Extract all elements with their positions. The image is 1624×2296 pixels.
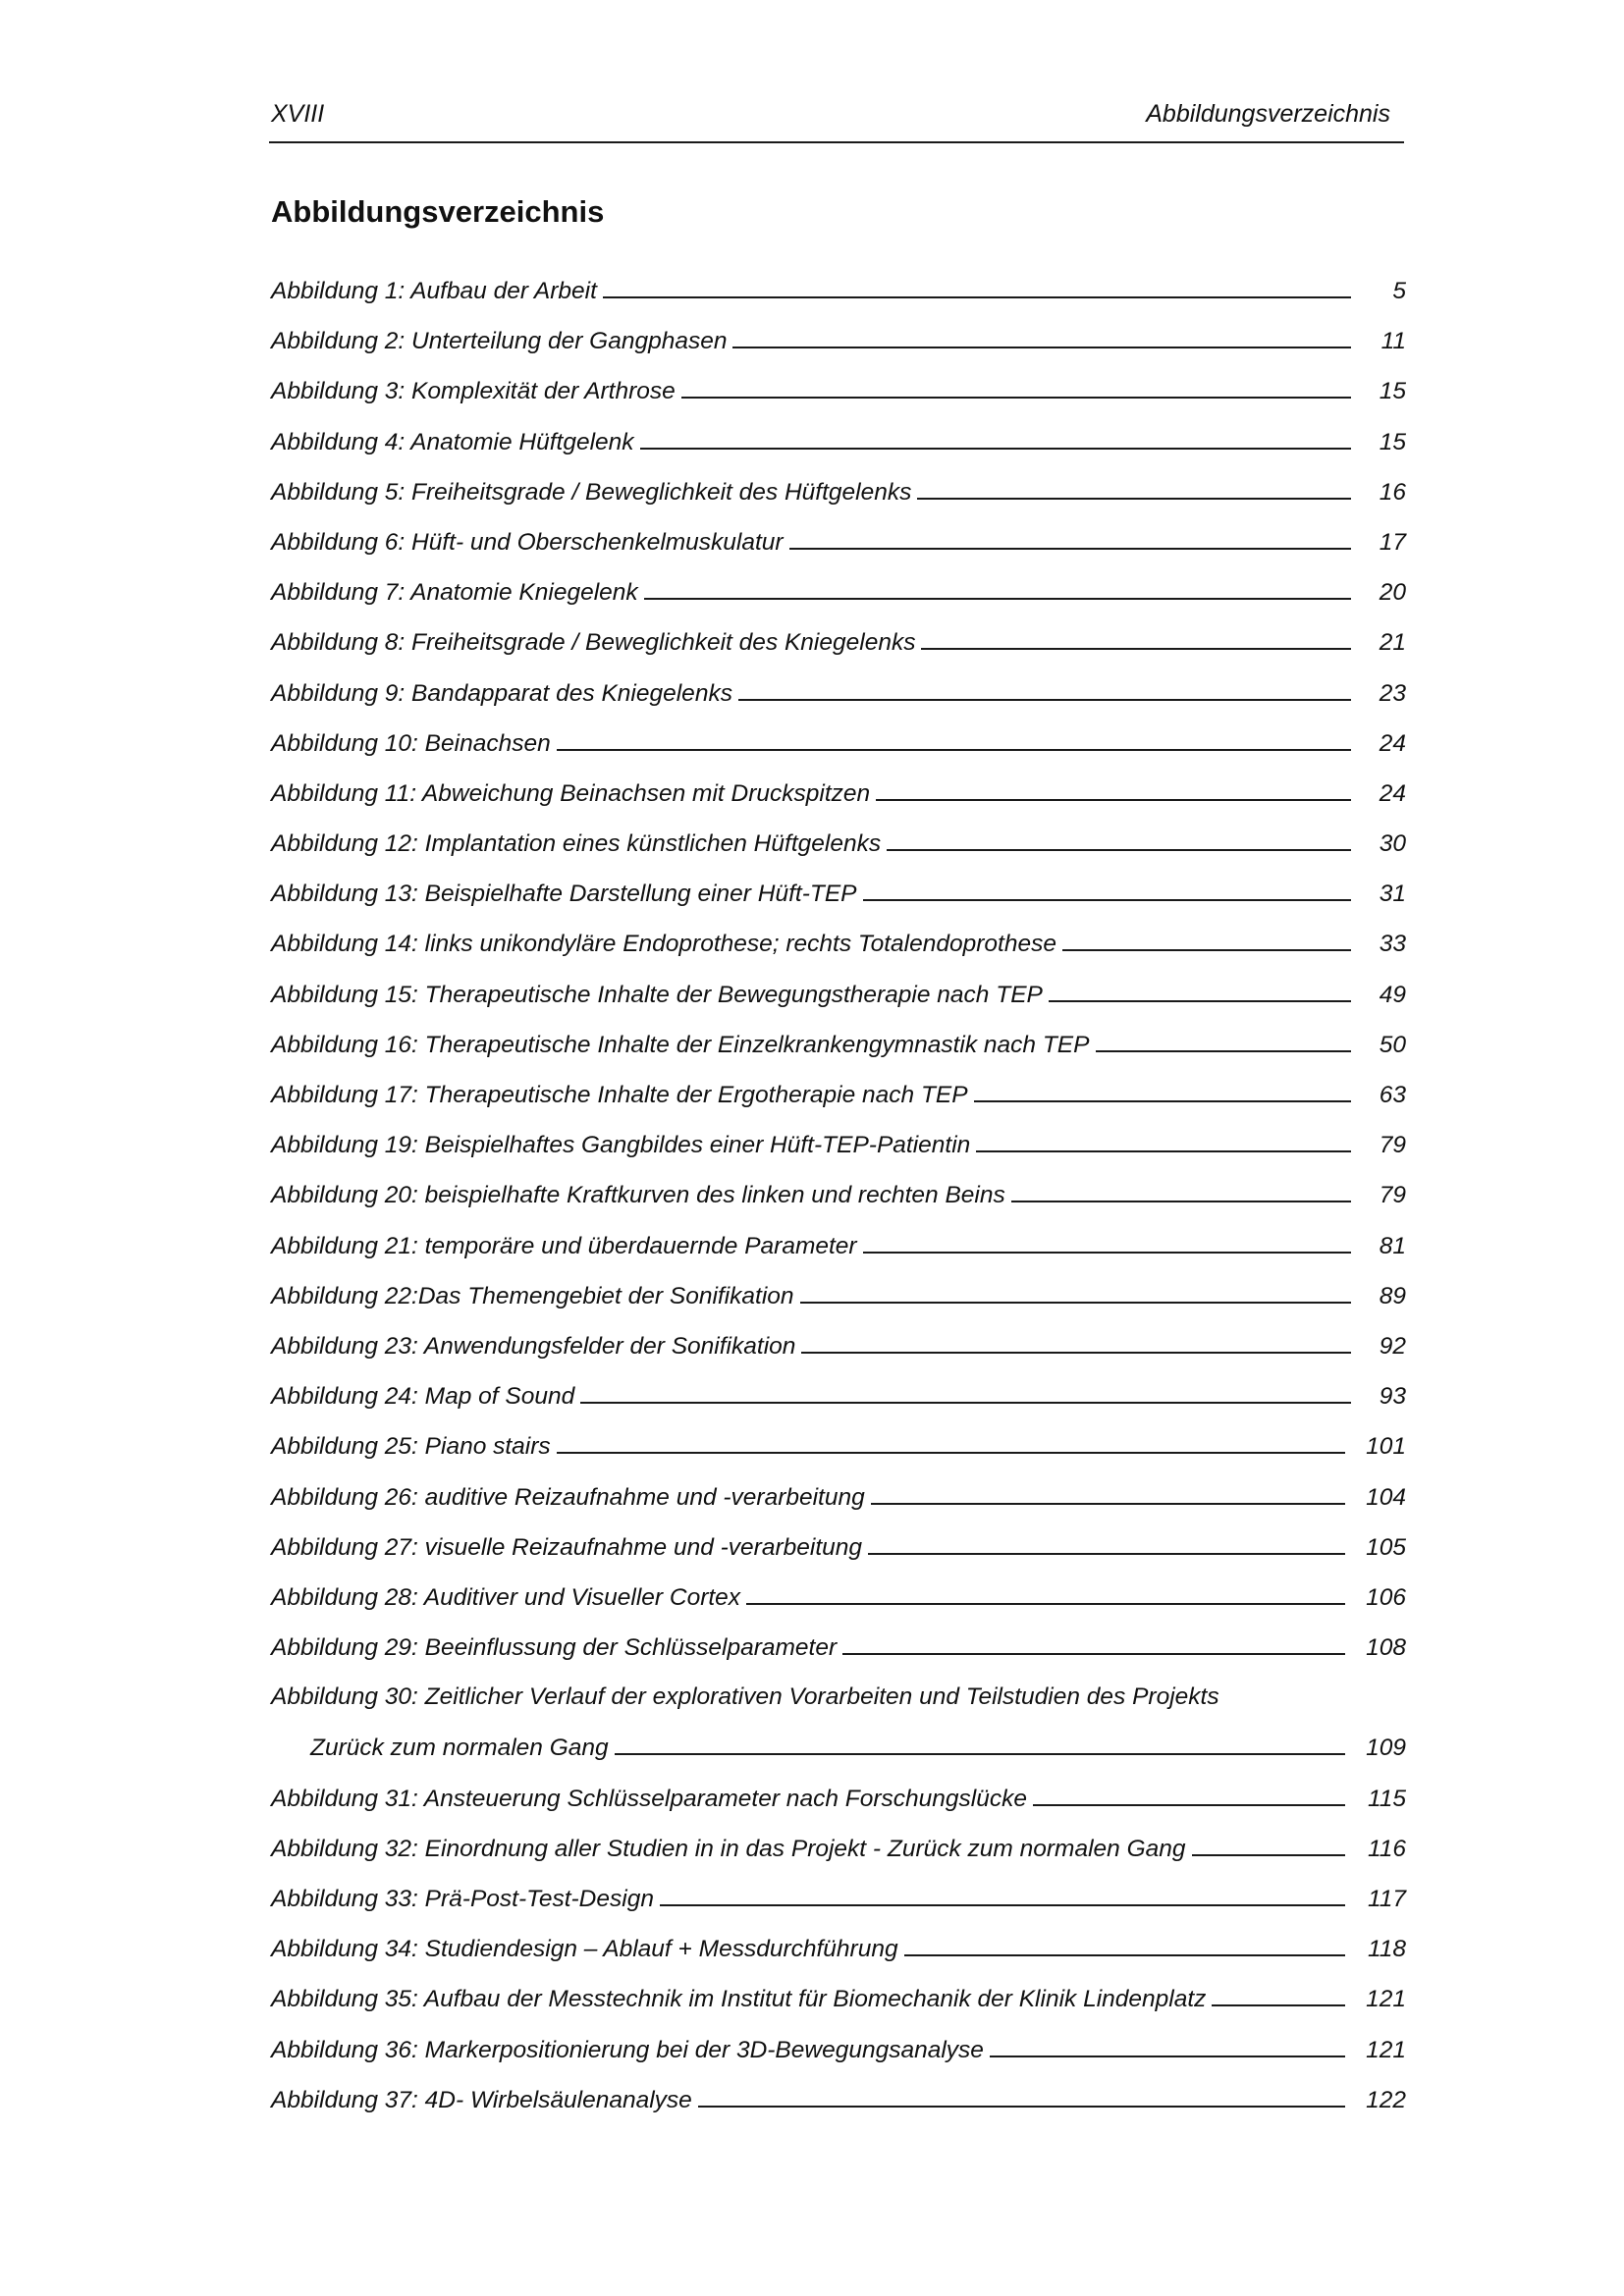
figure-entry[interactable] [271, 1628, 1406, 1678]
figure-entry-page: 30 [1379, 830, 1406, 858]
leader-line [917, 478, 1351, 500]
leader-line [603, 277, 1351, 298]
figure-entry-line [271, 1081, 1406, 1109]
figure-entry-page: 17 [1379, 528, 1406, 556]
figure-entry-page: 109 [1366, 1735, 1406, 1762]
leader-line [1062, 930, 1351, 951]
figure-entry[interactable] [271, 2030, 1406, 2080]
figure-entry[interactable] [271, 1025, 1406, 1075]
figure-entry-line [271, 1835, 1406, 1863]
figure-entry[interactable] [271, 723, 1406, 774]
figure-entry-label: Abbildung 29: Beeinflussung der Schlüsselparameter [271, 1634, 838, 1662]
figure-entry-line [271, 1181, 1406, 1209]
figure-entry-page: 108 [1366, 1634, 1406, 1662]
figure-entry-label: Abbildung 8: Freiheitsgrade / Beweglichkeit des Kniegelenks [271, 629, 916, 657]
figure-entry-label: Abbildung 15: Therapeutische Inhalte der Bewegungstherapie nach TEP [271, 981, 1043, 1008]
figure-entry-line [271, 880, 1406, 908]
leader-line [1096, 1031, 1352, 1052]
figure-entry-label: Abbildung 28: Auditiver und Visueller Cortex [271, 1583, 741, 1611]
leader-line [1011, 1181, 1351, 1202]
figure-entry[interactable] [271, 1175, 1406, 1225]
figure-entry[interactable] [271, 975, 1406, 1025]
leader-line [887, 829, 1351, 851]
leader-line [660, 1885, 1345, 1906]
figure-entry-line [271, 779, 1406, 808]
figure-entry-page: 116 [1367, 1835, 1406, 1862]
figure-entry-page: 101 [1366, 1433, 1406, 1461]
figure-entry[interactable] [271, 1125, 1406, 1175]
leader-line [863, 880, 1351, 901]
leader-line [863, 1232, 1351, 1254]
figure-entry-label: Abbildung 21: temporäre und überdauernde Parameter [271, 1232, 857, 1259]
leader-line [801, 1332, 1351, 1354]
figure-entry-label: Abbildung 13: Beispielhafte Darstellung einer Hüft-TEP [271, 881, 857, 908]
page-header [269, 98, 1404, 143]
figure-entry-label: Abbildung 14: links unikondyläre Endoprothese; rechts Totalendoprothese [271, 931, 1056, 958]
figure-entry-label: Abbildung 31: Ansteuerung Schlüsselparameter nach Forschungslücke [271, 1785, 1027, 1812]
figure-entry-line [271, 377, 1406, 405]
figure-entry-page: 24 [1379, 729, 1406, 757]
figure-entry-label: Abbildung 32: Einordnung aller Studien in in das Projekt - Zurück zum normalen Gang [271, 1835, 1186, 1862]
figure-entry-page: 104 [1366, 1483, 1406, 1511]
figure-entry-page: 121 [1366, 1986, 1406, 2013]
leader-line [580, 1382, 1351, 1404]
figure-entry-label: Abbildung 2: Unterteilung der Gangphasen [271, 328, 728, 355]
leader-line [974, 1081, 1351, 1102]
figure-entry-line [271, 930, 1406, 958]
figure-entry[interactable] [271, 774, 1406, 824]
leader-line [640, 428, 1351, 450]
figure-entry-page: 15 [1379, 428, 1406, 455]
figure-entry[interactable] [271, 1779, 1406, 1829]
figure-entry[interactable] [271, 1477, 1406, 1527]
figure-entry[interactable] [271, 271, 1406, 321]
leader-line [644, 578, 1351, 600]
figure-entry[interactable] [271, 1577, 1406, 1628]
leader-line [732, 327, 1351, 348]
leader-line [615, 1734, 1345, 1755]
figure-entry[interactable] [271, 1376, 1406, 1426]
figure-entry[interactable] [271, 1728, 1406, 1778]
leader-line [738, 679, 1351, 701]
figure-entry-line [271, 2086, 1406, 2114]
leader-line [698, 2086, 1345, 2108]
figure-entry-line [271, 1633, 1406, 1662]
figure-entry-line [271, 679, 1406, 708]
figure-entry[interactable] [271, 1326, 1406, 1376]
figure-entry[interactable] [271, 371, 1406, 421]
figure-entry-label: Abbildung 35: Aufbau der Messtechnik im Institut für Biomechanik der Klinik Lindenplatz [271, 1986, 1207, 2013]
figure-entry-label: Abbildung 7: Anatomie Kniegelenk [271, 579, 638, 607]
figure-entry-label: Zurück zum normalen Gang [310, 1735, 609, 1762]
figure-entry-label: Abbildung 37: 4D- Wirbelsäulenanalyse [271, 2086, 692, 2113]
figure-entry-page: 79 [1379, 1132, 1406, 1159]
leader-line [1212, 1985, 1345, 2006]
figure-entry-line [271, 277, 1406, 305]
figure-entry-label: Abbildung 34: Studiendesign – Ablauf + Messdurchführung [271, 1936, 898, 1963]
figure-entry-line [271, 729, 1406, 758]
running-title: Abbildungsverzeichnis [1146, 100, 1390, 128]
leader-line [976, 1131, 1351, 1152]
figure-entry-page: 5 [1392, 278, 1406, 304]
figure-entry[interactable] [271, 673, 1406, 723]
figure-entry-line [271, 1131, 1406, 1159]
figure-entry-line [271, 1985, 1406, 2013]
figure-entry-page: 33 [1379, 931, 1406, 958]
figure-entry[interactable] [271, 572, 1406, 622]
figure-entry-line [271, 1282, 1406, 1310]
figure-entry-label: Abbildung 4: Anatomie Hüftgelenk [271, 428, 634, 455]
page-number: XVIII [271, 100, 325, 128]
figure-list [271, 271, 1406, 2130]
leader-line [842, 1633, 1345, 1655]
figure-entry-label: Abbildung 6: Hüft- und Oberschenkelmuskulatur [271, 528, 784, 556]
figure-entry-label: Abbildung 17: Therapeutische Inhalte der Ergotherapie nach TEP [271, 1082, 968, 1108]
figure-entry-page: 89 [1379, 1282, 1406, 1309]
figure-entry-label: Abbildung 19: Beispielhaftes Gangbildes einer Hüft-TEP-Patientin [271, 1132, 971, 1159]
figure-entry-page: 92 [1379, 1332, 1406, 1360]
figure-entry-line [271, 1785, 1406, 1813]
figure-entry[interactable] [271, 522, 1406, 572]
figure-entry-line [271, 1432, 1406, 1461]
figure-entry-label: Abbildung 12: Implantation eines künstlichen Hüftgelenks [271, 830, 882, 858]
figure-entry-label: Abbildung 9: Bandapparat des Kniegelenks [271, 679, 732, 707]
figure-entry-page: 117 [1367, 1886, 1406, 1912]
figure-entry[interactable] [271, 1879, 1406, 1929]
leader-line [557, 1432, 1345, 1454]
figure-entry-page: 23 [1379, 679, 1406, 707]
figure-entry[interactable] [271, 1678, 1406, 1728]
figure-entry-line [271, 1031, 1406, 1059]
leader-line [876, 779, 1351, 801]
figure-entry-page: 81 [1379, 1232, 1406, 1259]
figure-entry-page: 121 [1366, 2036, 1406, 2063]
figure-entry-line [271, 1483, 1406, 1512]
figure-entry-line [271, 1533, 1406, 1562]
figure-entry-line [310, 1734, 1406, 1762]
figure-entry-page: 93 [1379, 1383, 1406, 1411]
leader-line [871, 1483, 1345, 1505]
figure-entry[interactable] [271, 1075, 1406, 1125]
figure-entry-label: Abbildung 3: Komplexität der Arthrose [271, 378, 676, 405]
figure-entry-page: 106 [1366, 1583, 1406, 1611]
figure-entry-label: Abbildung 10: Beinachsen [271, 729, 551, 757]
figure-entry[interactable] [271, 1226, 1406, 1276]
figure-entry[interactable] [271, 622, 1406, 672]
figure-entry[interactable] [271, 422, 1406, 472]
figure-entry-label: Abbildung 24: Map of Sound [271, 1383, 575, 1411]
figure-entry-page: 20 [1379, 579, 1406, 607]
figure-entry-line [271, 1382, 1406, 1411]
leader-line [1033, 1785, 1345, 1806]
figure-entry[interactable] [271, 2080, 1406, 2130]
figure-entry-label: Abbildung 23: Anwendungsfelder der Sonifikation [271, 1332, 796, 1360]
figure-entry-line [271, 1232, 1406, 1260]
figure-entry-line [271, 1683, 1406, 1711]
figure-entry-page: 49 [1379, 981, 1406, 1008]
figure-entry-page: 115 [1367, 1785, 1406, 1812]
figure-entry-line [271, 578, 1406, 607]
figure-entry-label: Abbildung 26: auditive Reizaufnahme und -verarbeitung [271, 1483, 865, 1511]
figure-entry-page: 50 [1379, 1031, 1406, 1058]
figure-entry[interactable] [271, 1929, 1406, 1979]
leader-line [789, 528, 1351, 550]
figure-entry-line [271, 628, 1406, 657]
figure-entry-page: 21 [1379, 629, 1406, 657]
figure-entry-line [271, 1332, 1406, 1361]
figure-entry-page: 105 [1366, 1533, 1406, 1561]
figure-entry-page: 118 [1367, 1936, 1406, 1963]
leader-line [681, 377, 1351, 399]
figure-entry-label: Abbildung 5: Freiheitsgrade / Beweglichkeit des Hüftgelenks [271, 478, 912, 506]
leader-line [800, 1282, 1351, 1304]
figure-entry-page: 122 [1366, 2086, 1406, 2113]
leader-line [557, 729, 1351, 751]
leader-line [746, 1583, 1345, 1605]
figure-entry[interactable] [271, 321, 1406, 371]
figure-entry[interactable] [271, 1979, 1406, 2029]
figure-entry-page: 79 [1379, 1182, 1406, 1209]
figure-entry[interactable] [271, 1426, 1406, 1476]
figure-entry-page: 24 [1379, 779, 1406, 807]
figure-entry-label: Abbildung 22:Das Themengebiet der Sonifikation [271, 1282, 794, 1309]
leader-line [868, 1533, 1345, 1555]
figure-entry-label: Abbildung 36: Markerpositionierung bei der 3D-Bewegungsanalyse [271, 2036, 984, 2063]
figure-entry-line [271, 1935, 1406, 1963]
figure-entry-line [271, 829, 1406, 858]
figure-entry-line [271, 478, 1406, 507]
figure-entry-line [271, 981, 1406, 1009]
figure-entry-page: 16 [1379, 478, 1406, 506]
figure-entry-page: 15 [1379, 378, 1406, 405]
figure-entry-line [271, 1583, 1406, 1612]
figure-entry-label: Abbildung 16: Therapeutische Inhalte der Einzelkrankengymnastik nach TEP [271, 1031, 1090, 1058]
figure-entry-page: 31 [1379, 881, 1406, 908]
leader-line [1049, 981, 1351, 1002]
figure-entry-line [271, 327, 1406, 355]
leader-line [990, 2036, 1345, 2057]
figure-entry-label: Abbildung 1: Aufbau der Arbeit [271, 278, 597, 304]
figure-entry-page: 11 [1380, 328, 1406, 355]
figure-entry-page: 63 [1379, 1082, 1406, 1108]
leader-line [904, 1935, 1345, 1956]
figure-entry[interactable] [271, 1276, 1406, 1326]
figure-entry[interactable] [271, 924, 1406, 974]
figure-entry[interactable] [271, 472, 1406, 522]
figure-entry[interactable] [271, 874, 1406, 924]
figure-entry-label: Abbildung 11: Abweichung Beinachsen mit Druckspitzen [271, 779, 871, 807]
section-title: Abbildungsverzeichnis [271, 194, 605, 229]
figure-entry-label: Abbildung 33: Prä-Post-Test-Design [271, 1886, 654, 1912]
figure-entry-label: Abbildung 30: Zeitlicher Verlauf der explorativen Vorarbeiten und Teilstudien des Projekts [271, 1683, 1219, 1711]
figure-entry-line [271, 2036, 1406, 2064]
figure-entry-label: Abbildung 27: visuelle Reizaufnahme und -verarbeitung [271, 1533, 862, 1561]
figure-entry[interactable] [271, 824, 1406, 874]
leader-line [921, 628, 1351, 650]
figure-entry-line [271, 428, 1406, 456]
figure-entry[interactable] [271, 1527, 1406, 1577]
figure-entry-line [271, 1885, 1406, 1913]
leader-line [1192, 1835, 1345, 1856]
figure-entry-label: Abbildung 20: beispielhafte Kraftkurven des linken und rechten Beins [271, 1182, 1005, 1209]
figure-entry-line [271, 528, 1406, 557]
figure-entry[interactable] [271, 1829, 1406, 1879]
figure-entry-label: Abbildung 25: Piano stairs [271, 1433, 551, 1461]
